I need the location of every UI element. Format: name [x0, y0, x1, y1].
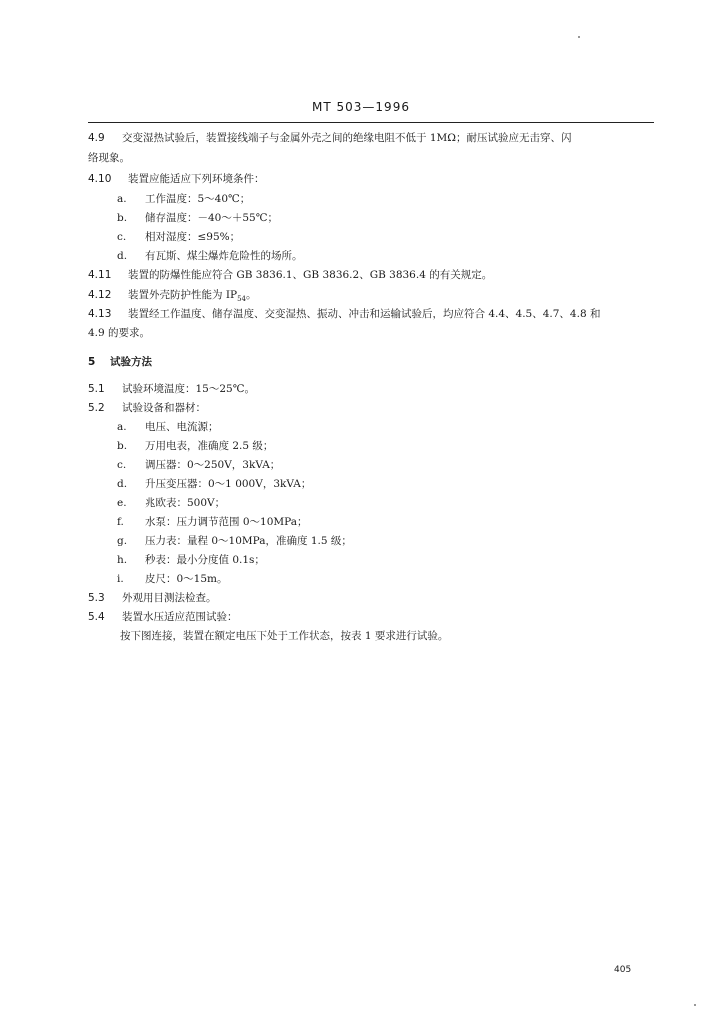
- item-text: 兆欧表：500V；: [145, 497, 226, 509]
- item-text: 水泵：压力调节范围 0～10MPa；: [145, 516, 308, 528]
- item-text: 有瓦斯、煤尘爆炸危险性的场所。: [145, 250, 303, 262]
- item-letter: d.: [117, 250, 128, 262]
- list-item: [117, 496, 225, 510]
- clause-text: 装置经工作温度、储存温度、交变湿热、振动、冲击和运输试验后，均应符合 4.4、4.5、4.7、4.8 和: [128, 308, 601, 320]
- item-letter: b.: [117, 212, 128, 224]
- item-letter: i.: [117, 573, 124, 585]
- item-letter: f.: [117, 516, 124, 528]
- header-rule: [88, 122, 654, 123]
- clause-5-4: [88, 610, 238, 624]
- scan-speck: [578, 36, 580, 38]
- clause-4-13-continued: 4.9 的要求。: [88, 327, 151, 339]
- clause-number: 5.4: [88, 611, 105, 623]
- clause-text: 装置的防爆性能应符合 GB 3836.1、GB 3836.2、GB 3836.4 的有关规定。: [128, 269, 493, 281]
- item-text: 秒表：最小分度值 0.1s；: [145, 554, 265, 566]
- clause-number: 4.12: [88, 289, 112, 301]
- ip-rating-subscript: 54: [237, 295, 246, 304]
- clause-4-11: [88, 268, 492, 282]
- page-header: MT 503—1996: [312, 100, 410, 114]
- section-number: 5: [88, 356, 96, 368]
- item-letter: a.: [117, 421, 127, 433]
- clause-number: 5.1: [88, 383, 105, 395]
- section-5-heading: [88, 355, 152, 369]
- item-letter: a.: [117, 193, 127, 205]
- item-text: 压力表：量程 0～10MPa，准确度 1.5 级；: [145, 535, 352, 547]
- clause-text: 外观用目测法检查。: [122, 592, 217, 604]
- clause-number: 5.2: [88, 402, 105, 414]
- clause-5-4-body: 按下图连接，装置在额定电压下处于工作状态，按表 1 要求进行试验。: [120, 630, 449, 642]
- list-item: [117, 477, 311, 491]
- clause-4-10: [88, 172, 265, 186]
- item-letter: g.: [117, 535, 128, 547]
- list-item: [117, 439, 273, 453]
- clause-text: 交变湿热试验后，装置接线端子与金属外壳之间的绝缘电阻不低于 1MΩ；耐压试验应无击穿、闪: [122, 132, 572, 144]
- clause-number: 5.3: [88, 592, 105, 604]
- item-text: 升压变压器：0～1 000V，3kVA；: [145, 478, 312, 490]
- clause-5-3: [88, 591, 217, 605]
- clause-5-2: [88, 401, 206, 415]
- clause-4-9: [88, 131, 571, 145]
- clause-4-12: [88, 288, 256, 306]
- item-text: 工作温度：5～40℃；: [145, 193, 251, 205]
- clause-number: 4.11: [88, 269, 112, 281]
- item-letter: c.: [117, 459, 127, 471]
- clause-number: 4.13: [88, 308, 112, 320]
- clause-5-1: [88, 382, 255, 396]
- item-text: 调压器：0～250V，3kVA；: [145, 459, 281, 471]
- list-item: [117, 192, 250, 206]
- clause-text: 试验环境温度：15～25℃。: [122, 383, 255, 395]
- list-item: [117, 420, 219, 434]
- item-letter: h.: [117, 554, 128, 566]
- list-item: [117, 211, 278, 225]
- item-text: 皮尺：0～15m。: [145, 573, 228, 585]
- scan-speck: [694, 1004, 696, 1006]
- clause-text-tail: 。: [245, 289, 257, 301]
- clause-number: 4.9: [88, 132, 105, 144]
- list-item: [117, 553, 265, 567]
- item-text: 万用电表，准确度 2.5 级；: [145, 440, 274, 452]
- list-item: [117, 249, 303, 263]
- clause-text: 试验设备和器材：: [122, 402, 206, 414]
- item-letter: b.: [117, 440, 128, 452]
- item-letter: d.: [117, 478, 128, 490]
- list-item: [117, 515, 307, 529]
- item-text: 储存温度：－40～＋55℃；: [145, 212, 278, 224]
- section-title: 试验方法: [110, 356, 152, 368]
- clause-number: 4.10: [88, 173, 112, 185]
- list-item: [117, 534, 352, 548]
- clause-text: 装置水压适应范围试验：: [122, 611, 238, 623]
- item-letter: e.: [117, 497, 127, 509]
- clause-text: 装置应能适应下列环境条件：: [128, 173, 265, 185]
- page-number: 405: [614, 965, 632, 975]
- list-item: [117, 458, 280, 472]
- clause-text: 装置外壳防护性能为 IP: [128, 289, 238, 301]
- list-item: [117, 572, 228, 586]
- clause-4-13: [88, 307, 600, 321]
- list-item: [117, 230, 240, 244]
- item-letter: c.: [117, 231, 127, 243]
- clause-4-9-continued: 络现象。: [88, 152, 130, 164]
- item-text: 相对湿度：≤95%；: [145, 231, 241, 243]
- item-text: 电压、电流源；: [145, 421, 219, 433]
